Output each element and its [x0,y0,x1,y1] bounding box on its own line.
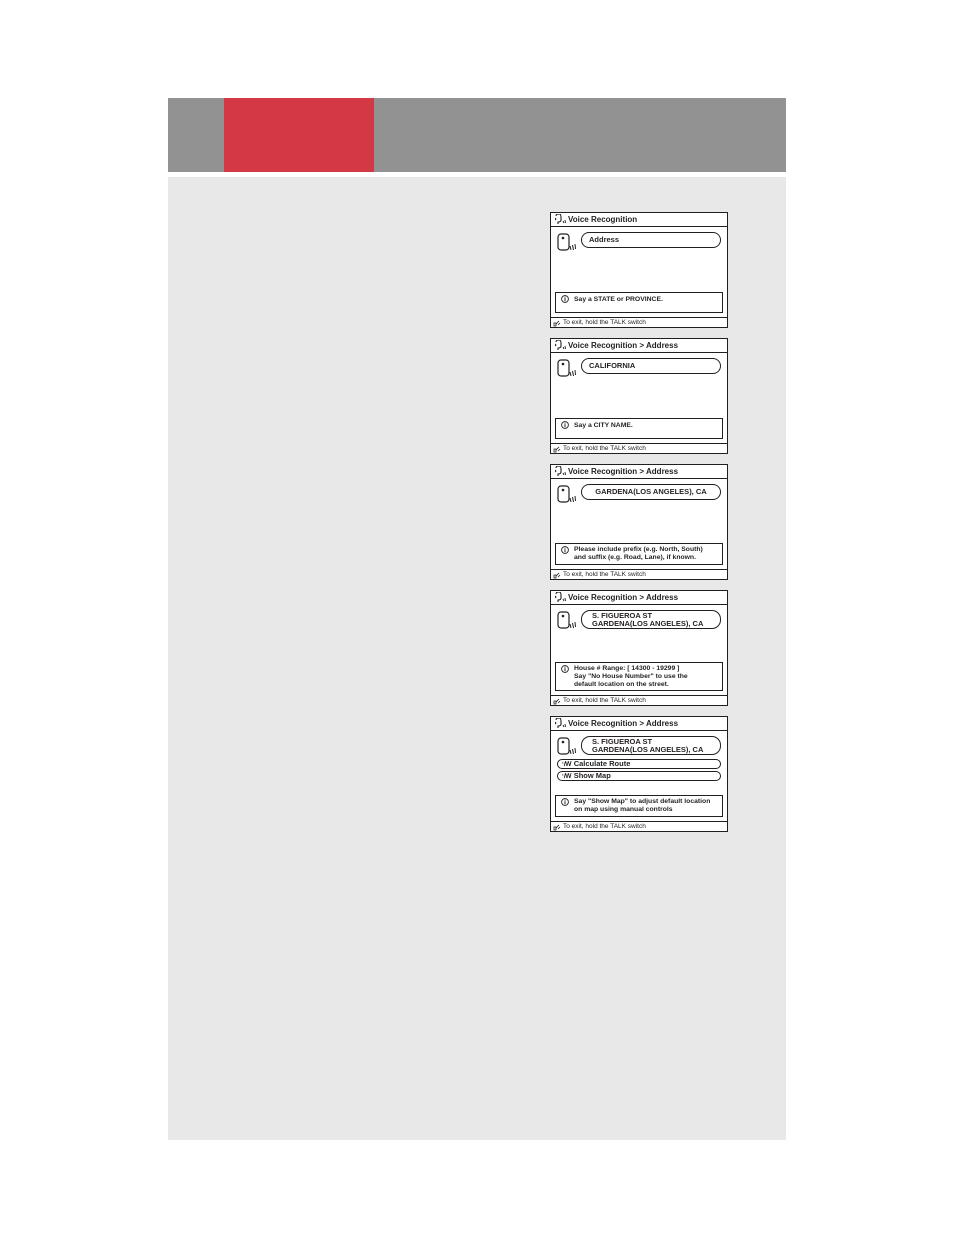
screen-title-bar [551,213,727,227]
screen-footer [551,695,727,705]
info-icon [561,665,569,673]
info-text: Say a CITY NAME. [574,422,633,429]
screen-title-bar [551,717,727,731]
recognized-input: Address [581,232,721,248]
option-label: Show Map [573,771,611,780]
info-icon [561,546,569,554]
footer-text: To exit, hold the TALK switch [563,823,646,830]
talk-switch-icon [553,571,561,579]
info-icon [561,295,569,303]
voice-screen-5 [550,716,728,832]
microphone-icon [554,592,566,603]
footer-text: To exit, hold the TALK switch [563,445,646,452]
info-box [555,795,723,817]
voice-screen-3 [550,464,728,580]
info-text: Please include prefix (e.g. North, South) [574,546,703,553]
screen-title-bar [551,591,727,605]
screen-title: Voice Recognition > Address [568,467,679,476]
info-text: and suffix (e.g. Road, Lane), if known. [574,554,696,561]
info-box [555,292,723,313]
recognized-input: CALIFORNIA [581,358,721,374]
option-calculate-route[interactable] [557,759,721,769]
recognized-input: GARDENA(LOS ANGELES), CA [581,484,721,500]
talk-switch-icon [553,823,561,831]
info-box [555,662,723,691]
option-label: Calculate Route [573,759,631,768]
recognized-input: S. FIGUEROA ST GARDENA(LOS ANGELES), CA [581,610,721,629]
info-text: Say "Show Map" to adjust default location [574,798,711,805]
screen-title-bar [551,465,727,479]
voice-command-icon: ʻꟿ [562,773,572,780]
voice-talk-icon [557,233,576,252]
info-icon [561,798,569,806]
recognized-input: S. FIGUEROA ST GARDENA(LOS ANGELES), CA [581,736,721,755]
option-show-map[interactable] [557,771,721,781]
voice-screen-1 [550,212,728,328]
talk-switch-icon [553,445,561,453]
voice-talk-icon [557,737,576,756]
screen-title: Voice Recognition > Address [568,719,679,728]
info-icon [561,421,569,429]
talk-switch-icon [553,319,561,327]
microphone-icon [554,214,566,225]
voice-screen-4 [550,590,728,706]
screen-title: Voice Recognition > Address [568,593,679,602]
screen-title: Voice Recognition > Address [568,341,679,350]
info-box [555,418,723,439]
info-text: default location on the street. [574,681,669,688]
screen-title: Voice Recognition [568,215,638,224]
screen-footer [551,317,727,327]
info-text: Say a STATE or PROVINCE. [574,296,663,303]
footer-text: To exit, hold the TALK switch [563,697,646,704]
voice-screen-2 [550,338,728,454]
microphone-icon [554,340,566,351]
voice-talk-icon [557,611,576,630]
screen-title-bar [551,339,727,353]
voice-talk-icon [557,359,576,378]
header-accent-block [224,98,374,172]
footer-text: To exit, hold the TALK switch [563,319,646,326]
info-text: House # Range: [ 14300 - 19299 ] [574,665,680,672]
screen-footer [551,443,727,453]
microphone-icon [554,718,566,729]
voice-command-icon: ʻꟿ [562,761,572,768]
screen-footer [551,569,727,579]
microphone-icon [554,466,566,477]
talk-switch-icon [553,697,561,705]
footer-text: To exit, hold the TALK switch [563,571,646,578]
info-box [555,543,723,565]
info-text: on map using manual controls [574,806,673,813]
voice-talk-icon [557,485,576,504]
screen-footer [551,821,727,831]
info-text: Say "No House Number" to use the [574,673,688,680]
